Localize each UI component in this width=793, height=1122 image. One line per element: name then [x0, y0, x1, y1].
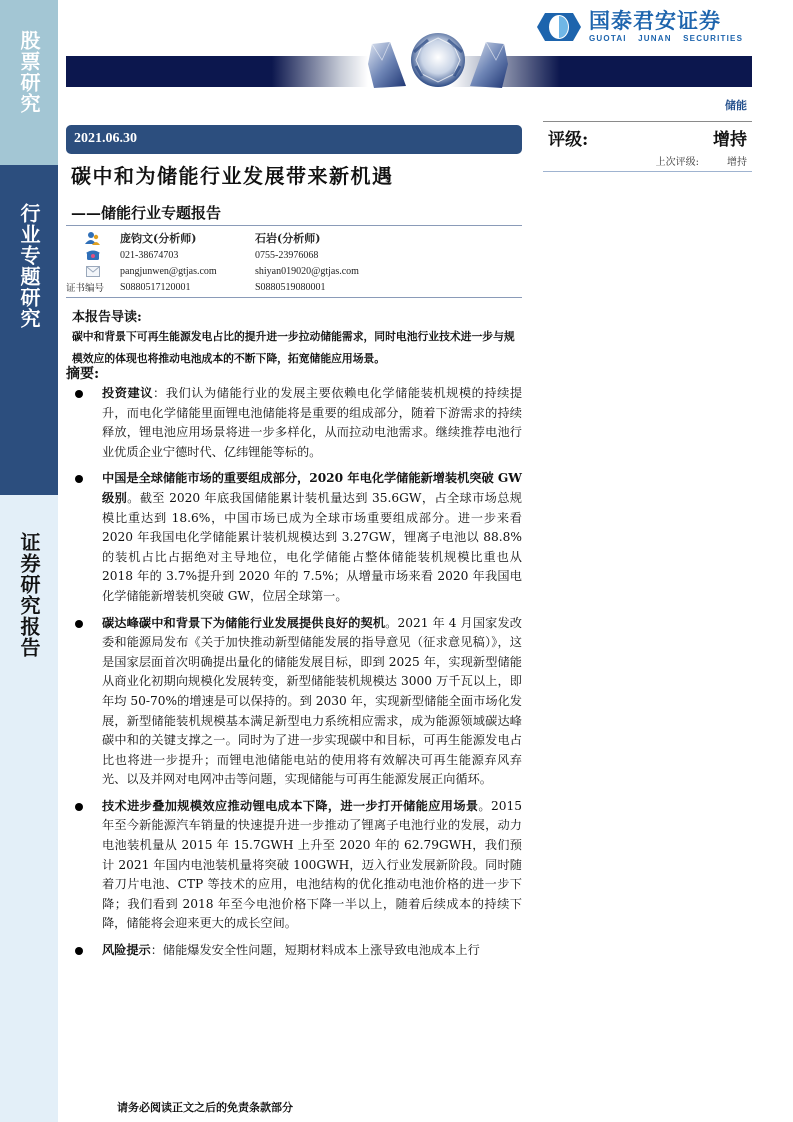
- sidebar-label: 行业专题研究: [17, 203, 41, 329]
- abstract-item-body: 。2015 年至今新能源汽车销量的快速提升进一步推动了锂离子电池行业的发展，动力电池装机量从 2015 年 15.7GWH 上升至 2020 年的 62.79GWH，我们预计 2021 年国内电池装机量将突破 100GWH，迈入行业发展新阶段。同时随着刀片电池、CTP 等技术的应用，电池结构的优化推动电池价格的进一步下降；我们看到 2018 年至今电池价格下降一半以上，随着后续成本的持续下降，储能将会迎来更大的成长空间。: [102, 798, 522, 931]
- abstract-item: [72, 614, 522, 790]
- sidebar-label: 证券研究报告: [17, 532, 41, 658]
- analyst-phone: 0755-23976068: [255, 249, 319, 261]
- abstract-item-heading: 技术进步叠加规模效应推动锂电成本下降，进一步打开储能应用场景: [102, 798, 479, 813]
- report-date: 2021.06.30: [74, 131, 137, 146]
- analyst-phone: 021-38674703: [120, 249, 179, 261]
- analyst-name: 庞钧文(分析师): [120, 231, 197, 245]
- previous-rating-label: 上次评级:: [655, 157, 699, 168]
- disclaimer-footer: 请务必阅读正文之后的免责条款部分: [117, 1101, 293, 1114]
- intro-text: 碳中和背景下可再生能源发电占比的提升进一步拉动储能需求，同时电池行业技术进一步与规模效应的体现也将推动电池成本的不断下降，拓宽储能应用场景。: [72, 330, 515, 365]
- intro-heading: 本报告导读:: [72, 310, 142, 325]
- analyst-certificate: S0880519080001: [255, 281, 326, 293]
- abstract-heading: 摘要:: [66, 366, 100, 382]
- bullet-icon: [75, 803, 83, 811]
- sidebar-section-securities-report: [0, 495, 58, 1122]
- left-sidebar: [0, 0, 58, 1122]
- abstract-item-heading: 风险提示: [102, 943, 151, 958]
- analyst-info: [66, 225, 522, 298]
- abstract-item-body: ：我们认为储能行业的发展主要依赖电化学储能装机规模的持续提升，而电化学储能里面锂电池储能将是重要的组成部分，随着下游需求的持续释放，锂电池应用场景将进一步多样化，从而拉动电池需求。继续推荐电池行业优质企业宁德时代、亿纬锂能等标的。: [102, 386, 523, 459]
- bullet-icon: [75, 947, 83, 955]
- rating-label: 评级:: [548, 130, 589, 150]
- abstract-item-heading: 投资建议: [102, 386, 153, 400]
- report-date-bar: [66, 125, 522, 154]
- divider: [543, 171, 752, 172]
- bullet-icon: [75, 620, 83, 628]
- abstract-item: [72, 469, 522, 606]
- previous-rating-value: 增持: [727, 157, 747, 168]
- analyst-person-icon: [66, 231, 120, 245]
- report-subtitle: ——储能行业专题报告: [71, 204, 222, 222]
- logo-name-cn: 国泰君安证券: [589, 9, 721, 33]
- bullet-icon: [75, 475, 83, 483]
- analyst-certificate: S0880517120001: [120, 281, 191, 293]
- abstract-item-body: 。截至 2020 年底我国储能累计装机量达到 35.6GW，占全球市场总规模比重达到 18.6%，中国市场已成为全球市场重要组成部分。进一步来看 2020 年我国电化学储能累计装机规模达到 3.27GW，锂离子电池以 88.8%的装机占比占据绝对主导地位，电化学储能占整体储能装机规模比重也从 2018 年的 3.7%提升到 2020 年的 7.5%；从增量市场来看 2020 年我国电化学储能新增装机突破 GW，位居全球第一。: [102, 490, 522, 603]
- analyst-name: 石岩(分析师): [255, 231, 321, 245]
- email-icon: [66, 266, 120, 277]
- rating-value: 增持: [713, 130, 747, 150]
- sidebar-section-industry-research: [0, 165, 58, 495]
- diamond-graphic-icon: [310, 30, 550, 92]
- abstract-item: [72, 941, 522, 961]
- certificate-label: 证书编号: [66, 283, 105, 294]
- logo-name-en: GUOTAI JUNAN SECURITIES: [589, 34, 744, 43]
- abstract-item-heading: 中国是全球储能市场的重要组成部分，2020 年电化学储能新增装机突破 GW 级别: [102, 471, 522, 505]
- abstract-item: [72, 384, 522, 462]
- company-logo: [537, 10, 743, 43]
- sidebar-label: 股票研究: [17, 30, 41, 114]
- bullet-icon: [75, 390, 83, 398]
- abstract-list: [72, 384, 522, 968]
- phone-icon: [66, 249, 120, 261]
- analyst-email[interactable]: shiyan019020@gtjas.com: [255, 265, 359, 277]
- rating-box: [543, 121, 752, 172]
- sector-tag: 储能: [725, 99, 747, 112]
- abstract-item-body: 。2021 年 4 月国家发改委和能源局发布《关于加快推动新型储能发展的指导意见（征求意见稿）》，这是国家层面首次明确提出量化的储能发展目标，即到 2025 年，实现新型储能从商业化初期向规模化发展转变，新型储能装机规模达 3000 万千瓦以上，即年均 50-70%的增速是可以保持的。到 2030 年，实现新型储能全面市场化发展，新型储能装机规模基本满足新型电力系统相应需求，成为能源领域碳达峰碳中和的关键支撑之一。同时为了进一步实现碳中和目标，可再生能源发电占比也将进一步提升；而锂电池储能电站的使用将有效解决可再生能源弃风弃光、以及并网对电网冲击等问题，实现储能与可再生能源发展正向循环。: [102, 615, 522, 787]
- report-title: 碳中和为储能行业发展带来新机遇: [71, 164, 394, 188]
- abstract-item-heading: 碳达峰碳中和背景下为储能行业发展提供良好的契机: [102, 615, 386, 630]
- analyst-email[interactable]: pangjunwen@gtjas.com: [120, 265, 217, 277]
- abstract-item: [72, 797, 522, 934]
- abstract-item-body: ：储能爆发安全性问题，短期材料成本上涨导致电池成本上行: [150, 943, 480, 958]
- sidebar-section-stock-research: [0, 0, 58, 165]
